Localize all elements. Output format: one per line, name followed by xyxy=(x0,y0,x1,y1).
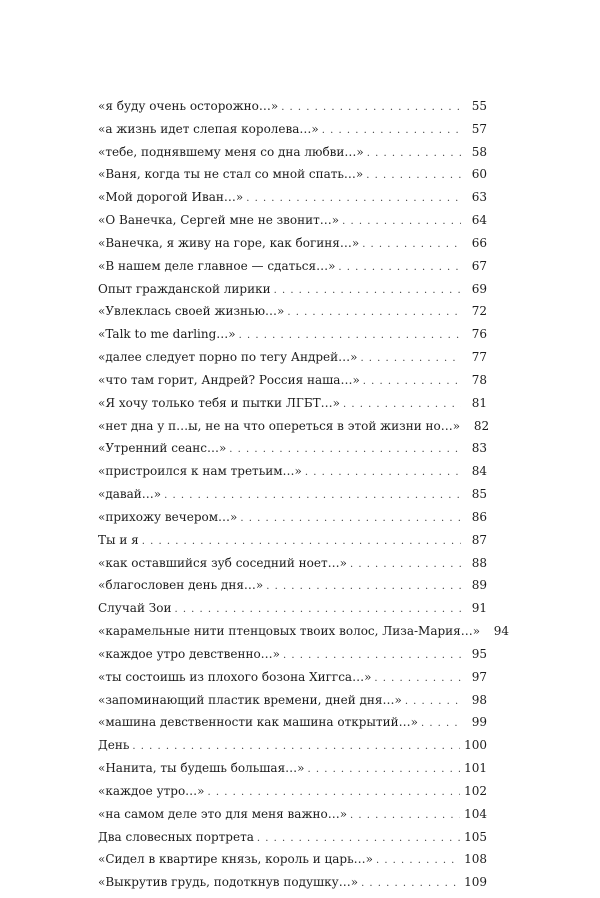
toc-entry-title: Случай Зои xyxy=(98,601,172,616)
toc-entry xyxy=(98,373,487,396)
toc-entry-title: «Talk to me darling…» xyxy=(98,327,236,342)
toc-entry-title: «пристроился к нам третьим…» xyxy=(98,464,302,479)
toc-entry xyxy=(98,693,487,716)
toc-dot-leader xyxy=(281,102,461,113)
table-of-contents xyxy=(98,99,510,898)
toc-entry-page-number: 67 xyxy=(471,258,487,273)
toc-dot-leader xyxy=(343,399,461,410)
toc-entry-page-number: 81 xyxy=(471,395,487,410)
toc-entry xyxy=(98,396,487,419)
toc-entry-title: «что там горит, Андрей? Россия наша…» xyxy=(98,372,360,387)
toc-dot-leader xyxy=(360,353,461,364)
toc-dot-leader xyxy=(362,239,461,250)
toc-entry-title: «как оставшийся зуб соседний ноет…» xyxy=(98,555,347,570)
toc-entry xyxy=(98,99,487,122)
toc-entry-page-number: 55 xyxy=(471,99,487,113)
toc-entry-title: «карамельные нити птенцовых твоих волос, Лиза-Мария…» xyxy=(98,624,481,639)
toc-entry xyxy=(98,784,487,807)
toc-entry-page-number: 85 xyxy=(471,487,487,502)
toc-entry-title: Два словесных портрета xyxy=(98,829,254,844)
toc-entry-title: «ты состоишь из плохого бозона Хиггса…» xyxy=(98,669,372,684)
toc-entry-title: «далее следует порно по тегу Андрей…» xyxy=(98,350,358,365)
toc-entry xyxy=(98,601,487,624)
toc-entry xyxy=(98,441,487,464)
toc-entry xyxy=(98,464,487,487)
toc-entry-page-number: 94 xyxy=(493,624,510,639)
toc-entry-title: «Сидел в квартире князь, король и царь…» xyxy=(98,852,373,867)
toc-entry xyxy=(98,578,487,601)
toc-entry-page-number: 109 xyxy=(464,875,487,890)
toc-entry xyxy=(98,487,487,510)
toc-entry-title: «на самом деле это для меня важно…» xyxy=(98,806,348,821)
toc-entry-page-number: 105 xyxy=(464,829,487,844)
toc-entry-title: «а жизнь идет слепая королева…» xyxy=(98,121,319,136)
toc-entry xyxy=(98,830,487,853)
toc-entry xyxy=(98,670,487,693)
toc-entry xyxy=(98,167,487,190)
toc-dot-leader xyxy=(274,285,461,296)
toc-entry-title: «В нашем деле главное — сдаться…» xyxy=(98,258,336,273)
toc-entry-page-number: 58 xyxy=(471,144,487,159)
toc-dot-leader xyxy=(266,581,461,592)
toc-entry-page-number: 98 xyxy=(471,692,487,707)
toc-entry xyxy=(98,122,487,145)
toc-entry-page-number: 100 xyxy=(464,738,487,753)
toc-dot-leader xyxy=(287,307,461,318)
toc-entry-title: «О Ванечка, Сергей мне не звонит…» xyxy=(98,213,340,228)
toc-entry xyxy=(98,327,487,350)
toc-entry-page-number: 82 xyxy=(473,418,490,433)
toc-entry-title: «нет дна у п…ы, не на что опереться в этой жизни но…» xyxy=(98,418,461,433)
toc-dot-leader xyxy=(257,833,460,844)
toc-dot-leader xyxy=(305,467,461,478)
toc-dot-leader xyxy=(322,125,461,136)
toc-dot-leader xyxy=(338,262,461,273)
toc-entry xyxy=(98,259,487,282)
toc-entry xyxy=(98,875,487,898)
toc-entry-page-number: 88 xyxy=(471,555,487,570)
toc-dot-leader xyxy=(350,810,460,821)
toc-entry-page-number: 102 xyxy=(464,783,487,798)
toc-entry xyxy=(98,533,487,556)
toc-dot-leader xyxy=(239,330,461,341)
toc-dot-leader xyxy=(361,878,460,889)
toc-entry-page-number: 97 xyxy=(471,669,487,684)
toc-dot-leader xyxy=(374,673,461,684)
toc-entry-title: Ты и я xyxy=(98,532,139,547)
toc-entry-title: «Нанита, ты будешь большая…» xyxy=(98,761,305,776)
toc-dot-leader xyxy=(367,148,461,159)
toc-entry xyxy=(98,852,487,875)
toc-entry xyxy=(98,145,487,168)
toc-entry xyxy=(98,647,487,670)
toc-dot-leader xyxy=(342,216,461,227)
toc-entry xyxy=(98,213,487,236)
toc-entry-page-number: 108 xyxy=(464,852,487,867)
toc-dot-leader xyxy=(246,193,461,204)
toc-entry-page-number: 87 xyxy=(471,532,487,547)
toc-entry-title: «Я хочу только тебя и пытки ЛГБТ…» xyxy=(98,395,340,410)
toc-entry-title: «я буду очень осторожно…» xyxy=(98,99,279,113)
toc-entry-page-number: 91 xyxy=(471,601,487,616)
toc-entry xyxy=(98,304,487,327)
toc-entry-title: День xyxy=(98,738,130,753)
toc-entry xyxy=(98,190,487,213)
toc-dot-leader xyxy=(283,650,461,661)
toc-entry-title: «каждое утро девственно…» xyxy=(98,646,281,661)
toc-entry-title: «Мой дорогой Иван…» xyxy=(98,190,244,205)
toc-entry-page-number: 95 xyxy=(471,646,487,661)
toc-entry-title: «Утренний сеанс…» xyxy=(98,441,227,456)
toc-entry-page-number: 89 xyxy=(471,578,487,593)
toc-entry-title: «запоминающий пластик времени, дней дня…» xyxy=(98,692,402,707)
toc-dot-leader xyxy=(174,604,461,615)
toc-entry-title: «Увлеклась своей жизнью…» xyxy=(98,304,285,319)
toc-dot-leader xyxy=(366,170,461,181)
toc-entry xyxy=(98,418,490,442)
toc-entry xyxy=(98,350,487,373)
toc-entry-page-number: 60 xyxy=(471,167,487,182)
toc-dot-leader xyxy=(405,696,461,707)
toc-entry xyxy=(98,715,487,738)
toc-entry xyxy=(98,510,487,533)
toc-entry-page-number: 64 xyxy=(471,213,487,228)
toc-dot-leader xyxy=(376,855,460,866)
toc-entry-page-number: 72 xyxy=(471,304,487,319)
toc-dot-leader xyxy=(164,490,461,501)
toc-entry-title: «Ванечка, я живу на горе, как богиня…» xyxy=(98,235,360,250)
toc-dot-leader xyxy=(350,559,461,570)
toc-entry xyxy=(98,282,487,305)
toc-dot-leader xyxy=(132,741,460,752)
toc-entry-title: «Ваня, когда ты не стал со мной спать…» xyxy=(98,167,364,182)
toc-entry-page-number: 99 xyxy=(471,715,487,730)
toc-dot-leader xyxy=(363,376,461,387)
toc-entry-page-number: 101 xyxy=(464,761,487,776)
toc-entry-page-number: 76 xyxy=(471,327,487,342)
toc-entry xyxy=(98,807,487,830)
toc-entry-title: «благословен день дня…» xyxy=(98,578,264,593)
toc-dot-leader xyxy=(421,718,461,729)
toc-dot-leader xyxy=(308,764,461,775)
toc-entry-page-number: 63 xyxy=(471,190,487,205)
toc-dot-leader xyxy=(240,513,461,524)
toc-entry-page-number: 69 xyxy=(471,281,487,296)
toc-entry-title: «тебе, поднявшему меня со дна любви…» xyxy=(98,144,364,159)
toc-entry-page-number: 104 xyxy=(464,806,487,821)
toc-entry xyxy=(98,624,510,647)
toc-entry-title: «прихожу вечером…» xyxy=(98,509,238,524)
toc-entry xyxy=(98,761,487,784)
toc-entry-page-number: 86 xyxy=(471,509,487,524)
toc-entry-title: «давай…» xyxy=(98,487,162,502)
toc-dot-leader xyxy=(142,536,461,547)
toc-entry-title: «каждое утро…» xyxy=(98,783,205,798)
toc-entry xyxy=(98,556,487,579)
toc-entry-page-number: 83 xyxy=(471,441,487,456)
toc-entry-title: Опыт гражданской лирики xyxy=(98,281,271,296)
toc-entry-title: «Выкрутив грудь, подоткнув подушку…» xyxy=(98,875,359,890)
toc-entry-page-number: 77 xyxy=(471,350,487,365)
toc-entry-title: «машина девственности как машина открытий…» xyxy=(98,715,418,730)
toc-dot-leader xyxy=(229,444,461,455)
toc-entry-page-number: 57 xyxy=(471,121,487,136)
toc-entry-page-number: 66 xyxy=(471,235,487,250)
toc-dot-leader xyxy=(208,787,461,798)
toc-entry-page-number: 84 xyxy=(471,464,487,479)
toc-entry xyxy=(98,236,487,259)
toc-entry-page-number: 78 xyxy=(471,372,487,387)
